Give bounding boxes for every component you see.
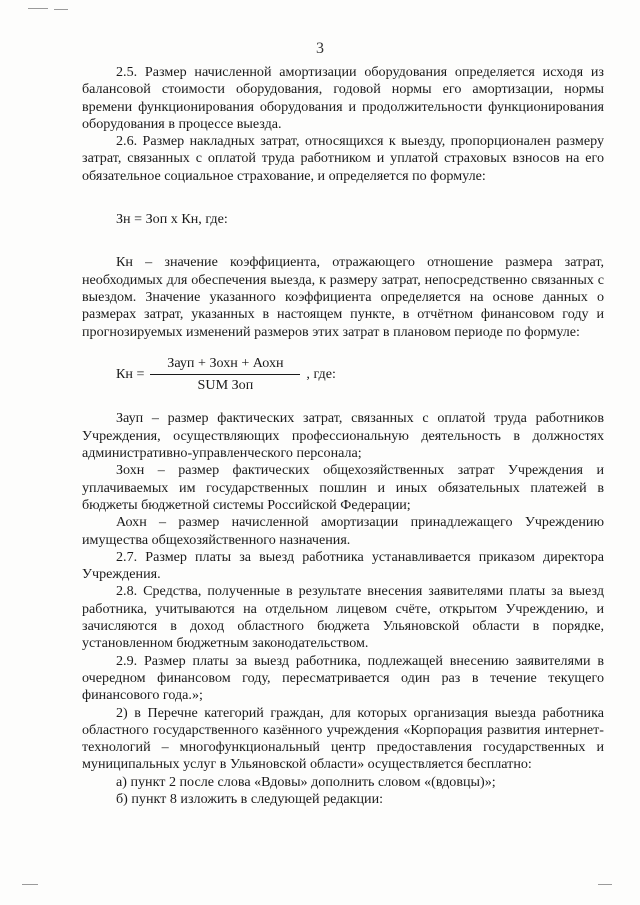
paragraph-zaup-definition: Зауп – размер фактических затрат, связанных с оплатой труда работников Учреждения, осуществляющих профессиональную деятельность в должностях административно-управленческого персонала; <box>82 410 604 462</box>
formula-kn <box>82 355 604 395</box>
formula-kn-fraction <box>150 355 300 395</box>
scan-artifact <box>28 8 48 9</box>
paragraph-aohn-definition: Аохн – размер начисленной амортизации принадлежащего Учреждению имущества общехозяйственного назначения. <box>82 514 604 548</box>
scan-artifact <box>22 884 38 885</box>
paragraph-item-b: б) пункт 8 изложить в следующей редакции: <box>116 790 384 807</box>
page-number: 3 <box>316 40 324 57</box>
formula-kn-lhs: Кн = <box>116 366 145 382</box>
paragraph-2-5: 2.5. Размер начисленной амортизации оборудования определяется исходя из балансовой стоимости оборудования, годовой нормы его амортизации, нормы времени функционирования оборудования и продолжительности функционирования оборудования в процессе выезда. <box>82 64 604 132</box>
paragraph-zohn-definition: Зохн – размер фактических общехозяйственных затрат Учреждения и уплачиваемых им государственных пошлин и иных обязательных платежей в бюджеты бюджетной системы Российской Федерации; <box>82 462 604 513</box>
scan-artifact <box>598 884 612 885</box>
formula-kn-suffix: , где: <box>306 366 336 382</box>
formula-zn: Зн = Зоп х Кн, где: <box>116 211 228 228</box>
paragraph-2-6: 2.6. Размер накладных затрат, относящихся к выезду, пропорционален размеру затрат, связанных с оплатой труда работником и уплатой страховых взносов на его обязательное социальное страхование, и определяется по формуле: <box>82 133 604 184</box>
paragraph-2-8: 2.8. Средства, полученные в результате внесения заявителями платы за выезд работника, учитываются на отдельном лицевом счёте, открытом Учреждению, и зачисляются в доход областного бюджета Ульяновской области в порядке, установленном бюджетным законодательством. <box>82 583 604 652</box>
paragraph-item-2: 2) в Перечне категорий граждан, для которых организация выезда работника областного государственного казённого учреждения «Корпорация развития интернет-технологий – многофункциональный центр предоставления государственных и муниципальных услуг в Ульяновской области» осуществляется бесплатно: <box>82 704 604 773</box>
scan-artifact <box>54 9 68 10</box>
formula-kn-denominator: SUM Зоп <box>197 377 254 394</box>
paragraph-2-7: 2.7. Размер платы за выезд работника устанавливается приказом директора Учреждения. <box>82 548 604 583</box>
paragraph-kn-definition: Кн – значение коэффициента, отражающего отношение размера затрат, необходимых для обеспечения выезда, к размеру затрат, непосредственно связанных с выездом. Значение указанного коэффициента определяется на основе данных о размерах затрат, указанных в настоящем пункте, в отчётном финансовом году и прогнозируемых изменений размеров этих затрат в плановом периоде по формуле: <box>82 254 604 340</box>
document-body <box>82 64 604 808</box>
formula-kn-numerator: Зауп + Зохн + Аохн <box>167 354 284 371</box>
paragraph-2-9: 2.9. Размер платы за выезд работника, подлежащей внесению заявителями в очередном финансовом году, пересматривается один раз в течение текущего финансового года.»; <box>82 652 604 704</box>
paragraph-item-a: а) пункт 2 после слова «Вдовы» дополнить словом «(вдовцы)»; <box>116 773 496 790</box>
